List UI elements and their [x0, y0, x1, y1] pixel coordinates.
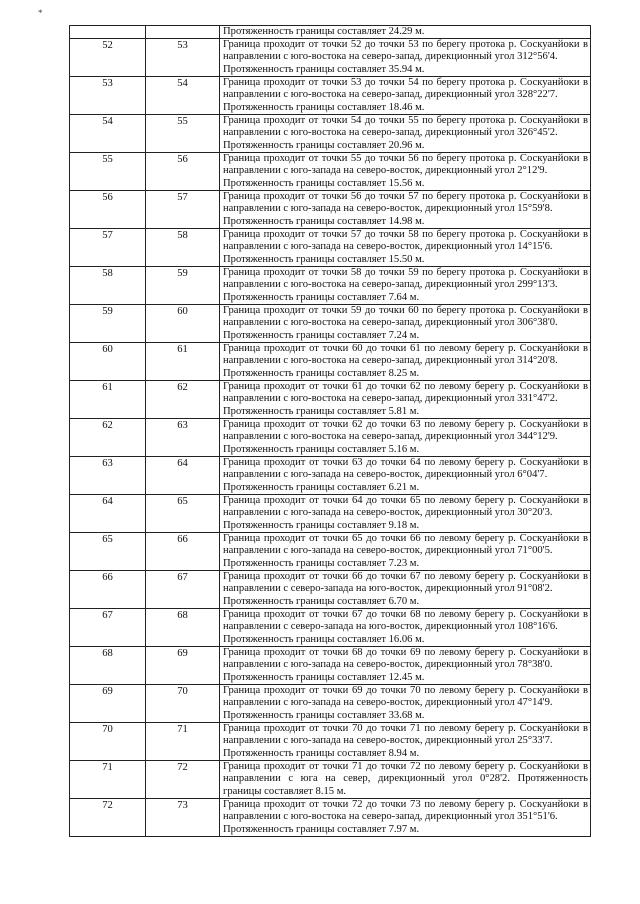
- description-text: Граница проходит от точки 54 до точки 55 по берегу протока р. Соскуанйоки в направлении с юго-востока на северо-запад, дирекционный угол 326°45'2.: [223, 115, 588, 139]
- to-point-number: 59: [177, 268, 188, 280]
- description-cell: [220, 267, 591, 305]
- description-text: Граница проходит от точки 55 до точки 56 по берегу протока р. Соскуанйоки в направлении с юго-запада на северо-восток, дирекционный угол 2°12'9.: [223, 153, 588, 177]
- table-row: [70, 761, 591, 799]
- table-row: [70, 77, 591, 115]
- length-text: Протяженность границы составляет 20.96 м.: [223, 139, 425, 151]
- length-text: Протяженность границы составляет 18.46 м.: [223, 101, 425, 113]
- from-point-number: 71: [102, 762, 113, 774]
- from-point-cell: [70, 267, 146, 305]
- description-cell: [220, 647, 591, 685]
- from-point-cell: [70, 533, 146, 571]
- from-point-number: 59: [102, 306, 113, 318]
- length-text: Протяженность границы составляет 7.97 м.: [223, 823, 420, 835]
- from-point-number: 70: [102, 724, 113, 736]
- length-text: Протяженность границы составляет 14.98 м.: [223, 215, 425, 227]
- to-point-cell: [146, 267, 220, 305]
- boundary-table-body: [70, 26, 591, 837]
- length-text: Протяженность границы составляет 9.18 м.: [223, 519, 420, 531]
- length-text: Протяженность границы составляет 15.50 м.: [223, 253, 425, 265]
- description-cell: [220, 305, 591, 343]
- description-text: Граница проходит от точки 66 до точки 67 по левому берегу р. Соскуанйоки в направлении с северо-запада на юго-восток, дирекционный угол 91°08'2.: [223, 571, 588, 595]
- table-row: [70, 191, 591, 229]
- table-row: [70, 39, 591, 77]
- description-cell: [220, 761, 591, 799]
- length-text: Протяженность границы составляет 6.70 м.: [223, 595, 420, 607]
- to-point-cell: [146, 609, 220, 647]
- from-point-cell: [70, 77, 146, 115]
- length-text: Протяженность границы составляет 35.94 м.: [223, 63, 425, 75]
- description-cell: [220, 457, 591, 495]
- to-point-number: 70: [177, 686, 188, 698]
- to-point-cell: [146, 191, 220, 229]
- to-point-cell: [146, 647, 220, 685]
- description-text: Граница проходит от точки 58 до точки 59 по берегу протока р. Соскуанйоки в направлении с юго-востока на северо-запад, дирекционный угол 299°13'3.: [223, 267, 588, 291]
- description-text: Граница проходит от точки 62 до точки 63 по левому берегу р. Соскуанйоки в направлении с юго-востока на северо-запад, дирекционный угол 344°12'9.: [223, 419, 588, 443]
- length-text: Протяженность границы составляет 8.25 м.: [223, 367, 420, 379]
- to-point-cell: [146, 571, 220, 609]
- from-point-cell: [70, 115, 146, 153]
- description-text: Граница проходит от точки 71 до точки 72 по левому берегу р. Соскуанйоки в направлении с юга на север, дирекционный угол 0°28'2. Протяженность границы составляет 8.15 м.: [223, 761, 588, 797]
- description-text: Граница проходит от точки 67 до точки 68 по левому берегу р. Соскуанйоки в направлении с северо-запада на юго-восток, дирекционный угол 108°16'6.: [223, 609, 588, 633]
- to-point-cell: [146, 229, 220, 267]
- description-text: Граница проходит от точки 68 до точки 69 по левому берегу р. Соскуанйоки в направлении с юго-запада на северо-восток, дирекционный угол 78°38'0.: [223, 647, 588, 671]
- boundary-table: [69, 25, 591, 837]
- length-text: Протяженность границы составляет 6.21 м.: [223, 481, 420, 493]
- to-point-number: 63: [177, 420, 188, 432]
- from-point-number: 54: [102, 116, 113, 128]
- length-text: Протяженность границы составляет 7.64 м.: [223, 291, 420, 303]
- length-text: Протяженность границы составляет 24.29 м.: [223, 26, 425, 37]
- description-cell: [220, 115, 591, 153]
- from-point-number: 52: [102, 40, 113, 52]
- from-point-number: 57: [102, 230, 113, 242]
- description-cell: [220, 343, 591, 381]
- from-point-number: 67: [102, 610, 113, 622]
- length-text: Протяженность границы составляет 15.56 м.: [223, 177, 425, 189]
- from-point-cell: [70, 571, 146, 609]
- table-row: [70, 267, 591, 305]
- description-text: Граница проходит от точки 52 до точки 53 по берегу протока р. Соскуанйоки в направлении с юго-востока на северо-запад, дирекционный угол 312°56'4.: [223, 39, 588, 63]
- length-text: Протяженность границы составляет 7.23 м.: [223, 557, 420, 569]
- table-row: [70, 26, 591, 39]
- to-point-number: 65: [177, 496, 188, 508]
- length-text: Протяженность границы составляет 16.06 м.: [223, 633, 425, 645]
- from-point-cell: [70, 26, 146, 39]
- to-point-number: 57: [177, 192, 188, 204]
- to-point-number: 55: [177, 116, 188, 128]
- from-point-cell: [70, 191, 146, 229]
- from-point-number: 53: [102, 78, 113, 90]
- description-text: Граница проходит от точки 56 до точки 57 по берегу протока р. Соскуанйоки в направлении с юго-запада на северо-восток, дирекционный угол 15°59'8.: [223, 191, 588, 215]
- description-text: Граница проходит от точки 57 до точки 58 по берегу протока р. Соскуанйоки в направлении с юго-запада на северо-восток, дирекционный угол 14°15'6.: [223, 229, 588, 253]
- description-cell: [220, 229, 591, 267]
- description-cell: [220, 191, 591, 229]
- from-point-number: 72: [102, 800, 113, 812]
- from-point-cell: [70, 799, 146, 837]
- to-point-cell: [146, 305, 220, 343]
- to-point-number: 60: [177, 306, 188, 318]
- length-text: Протяженность границы составляет 8.94 м.: [223, 747, 420, 759]
- table-row: [70, 685, 591, 723]
- to-point-cell: [146, 533, 220, 571]
- scan-mark: *: [38, 8, 43, 18]
- length-text: Протяженность границы составляет 33.68 м.: [223, 709, 425, 721]
- to-point-number: 53: [177, 40, 188, 52]
- from-point-number: 56: [102, 192, 113, 204]
- description-cell: [220, 495, 591, 533]
- table-row: [70, 495, 591, 533]
- table-row: [70, 419, 591, 457]
- from-point-cell: [70, 761, 146, 799]
- description-text: Граница проходит от точки 63 до точки 64 по левому берегу р. Соскуанйоки в направлении с юго-запада на северо-восток, дирекционный угол 6°04'7.: [223, 457, 588, 481]
- description-text: Граница проходит от точки 64 до точки 65 по левому берегу р. Соскуанйоки в направлении с юго-запада на северо-восток, дирекционный угол 30°20'3.: [223, 495, 588, 519]
- description-text: Граница проходит от точки 53 до точки 54 по берегу протока р. Соскуанйоки в направлении с юго-востока на северо-запад, дирекционный угол 328°22'7.: [223, 77, 588, 101]
- from-point-cell: [70, 457, 146, 495]
- to-point-number: 71: [177, 724, 188, 736]
- length-text: Протяженность границы составляет 12.45 м.: [223, 671, 425, 683]
- table-row: [70, 533, 591, 571]
- to-point-cell: [146, 457, 220, 495]
- from-point-number: 62: [102, 420, 113, 432]
- to-point-number: 64: [177, 458, 188, 470]
- to-point-cell: [146, 26, 220, 39]
- table-row: [70, 381, 591, 419]
- to-point-cell: [146, 685, 220, 723]
- table-row: [70, 305, 591, 343]
- description-cell: [220, 533, 591, 571]
- to-point-number: 67: [177, 572, 188, 584]
- to-point-cell: [146, 419, 220, 457]
- from-point-number: 55: [102, 154, 113, 166]
- description-text: Граница проходит от точки 72 до точки 73 по левому берегу р. Соскуанйоки в направлении с юго-востока на северо-запад, дирекционный угол 351°51'6.: [223, 799, 588, 823]
- from-point-number: 60: [102, 344, 113, 356]
- to-point-number: 58: [177, 230, 188, 242]
- length-text: Протяженность границы составляет 7.24 м.: [223, 329, 420, 341]
- to-point-number: 72: [177, 762, 188, 774]
- to-point-cell: [146, 495, 220, 533]
- to-point-cell: [146, 799, 220, 837]
- to-point-cell: [146, 761, 220, 799]
- from-point-cell: [70, 305, 146, 343]
- description-cell: [220, 26, 591, 39]
- from-point-number: 65: [102, 534, 113, 546]
- from-point-cell: [70, 685, 146, 723]
- table-row: [70, 799, 591, 837]
- table-row: [70, 343, 591, 381]
- description-cell: [220, 571, 591, 609]
- from-point-cell: [70, 647, 146, 685]
- description-text: Граница проходит от точки 70 до точки 71 по левому берегу р. Соскуанйоки в направлении с юго-запада на северо-восток, дирекционный угол 25°33'7.: [223, 723, 588, 747]
- from-point-cell: [70, 343, 146, 381]
- from-point-cell: [70, 153, 146, 191]
- description-text: Граница проходит от точки 69 до точки 70 по левому берегу р. Соскуанйоки в направлении с юго-запада на северо-восток, дирекционный угол 47°14'9.: [223, 685, 588, 709]
- description-cell: [220, 77, 591, 115]
- from-point-number: 63: [102, 458, 113, 470]
- to-point-cell: [146, 381, 220, 419]
- description-cell: [220, 381, 591, 419]
- from-point-cell: [70, 381, 146, 419]
- length-text: Протяженность границы составляет 5.81 м.: [223, 405, 420, 417]
- to-point-number: 73: [177, 800, 188, 812]
- to-point-cell: [146, 39, 220, 77]
- description-cell: [220, 39, 591, 77]
- from-point-number: 68: [102, 648, 113, 660]
- description-text: Граница проходит от точки 61 до точки 62 по левому берегу р. Соскуанйоки в направлении с юго-востока на северо-запад, дирекционный угол 331°47'2.: [223, 381, 588, 405]
- description-cell: [220, 419, 591, 457]
- table-row: [70, 723, 591, 761]
- description-cell: [220, 609, 591, 647]
- to-point-cell: [146, 153, 220, 191]
- from-point-cell: [70, 39, 146, 77]
- table-row: [70, 609, 591, 647]
- to-point-number: 66: [177, 534, 188, 546]
- from-point-number: 66: [102, 572, 113, 584]
- to-point-cell: [146, 343, 220, 381]
- to-point-cell: [146, 723, 220, 761]
- table-row: [70, 647, 591, 685]
- to-point-number: 54: [177, 78, 188, 90]
- to-point-cell: [146, 115, 220, 153]
- from-point-number: 58: [102, 268, 113, 280]
- description-cell: [220, 723, 591, 761]
- description-text: Граница проходит от точки 59 до точки 60 по берегу протока р. Соскуанйоки в направлении с юго-востока на северо-запад, дирекционный угол 306°38'0.: [223, 305, 588, 329]
- to-point-number: 56: [177, 154, 188, 166]
- from-point-cell: [70, 495, 146, 533]
- to-point-number: 61: [177, 344, 188, 356]
- table-row: [70, 153, 591, 191]
- to-point-cell: [146, 77, 220, 115]
- table-row: [70, 457, 591, 495]
- table-row: [70, 571, 591, 609]
- description-cell: [220, 799, 591, 837]
- description-text: Граница проходит от точки 60 до точки 61 по левому берегу р. Соскуанйоки в направлении с юго-востока на северо-запад, дирекционный угол 314°20'8.: [223, 343, 588, 367]
- from-point-cell: [70, 723, 146, 761]
- table-row: [70, 229, 591, 267]
- from-point-number: 69: [102, 686, 113, 698]
- from-point-cell: [70, 229, 146, 267]
- from-point-number: 61: [102, 382, 113, 394]
- to-point-number: 62: [177, 382, 188, 394]
- from-point-number: 64: [102, 496, 113, 508]
- length-text: Протяженность границы составляет 5.16 м.: [223, 443, 420, 455]
- to-point-number: 68: [177, 610, 188, 622]
- from-point-cell: [70, 609, 146, 647]
- to-point-number: 69: [177, 648, 188, 660]
- from-point-cell: [70, 419, 146, 457]
- table-row: [70, 115, 591, 153]
- description-cell: [220, 685, 591, 723]
- description-cell: [220, 153, 591, 191]
- description-text: Граница проходит от точки 65 до точки 66 по левому берегу р. Соскуанйоки в направлении с юго-запада на северо-восток, дирекционный угол 71°00'5.: [223, 533, 588, 557]
